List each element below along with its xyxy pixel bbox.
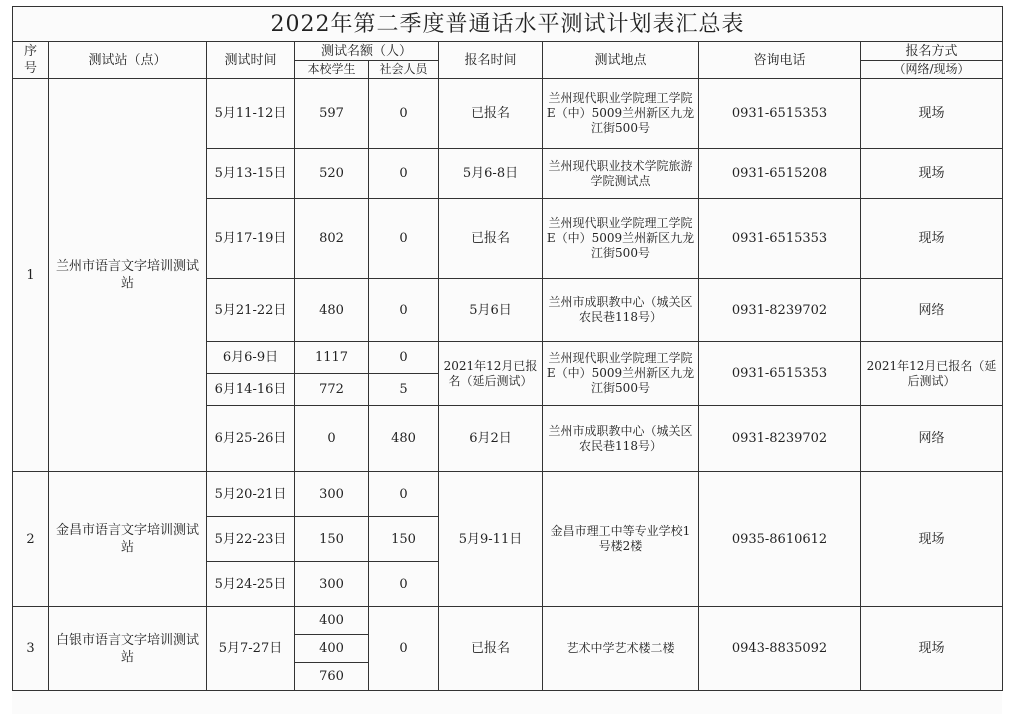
method-cell: 现场: [861, 199, 1003, 279]
time-cell: 5月20-21日: [207, 472, 295, 517]
method-cell: 现场: [861, 79, 1003, 149]
public-cell: 0: [369, 562, 439, 607]
table-row: [13, 79, 1003, 149]
header-quota: 测试名额（人）: [295, 42, 439, 61]
plan-table: [12, 6, 1003, 691]
station-cell: 白银市语言文字培训测试站: [49, 607, 207, 691]
header-reg-time: 报名时间: [439, 42, 543, 79]
reg-time-cell: 5月9-11日: [439, 472, 543, 607]
time-cell: 6月25-26日: [207, 406, 295, 472]
students-cell: 760: [295, 663, 369, 691]
students-cell: 1117: [295, 342, 369, 374]
reg-time-cell: 已报名: [439, 199, 543, 279]
students-cell: 520: [295, 149, 369, 199]
public-cell: 0: [369, 607, 439, 691]
reg-time-cell: 2021年12月已报名（延后测试）: [439, 342, 543, 406]
reg-time-cell: 5月6-8日: [439, 149, 543, 199]
method-cell: 现场: [861, 472, 1003, 607]
seq-cell: 2: [13, 472, 49, 607]
plan-sheet: [12, 6, 1002, 714]
location-cell: 兰州现代职业学院理工学院E（中）5009兰州新区九龙江街500号: [543, 79, 699, 149]
public-cell: 0: [369, 199, 439, 279]
time-cell: 5月11-12日: [207, 79, 295, 149]
header-quota-students: 本校学生: [295, 61, 369, 79]
method-cell: 现场: [861, 607, 1003, 691]
students-cell: 480: [295, 279, 369, 342]
students-cell: 0: [295, 406, 369, 472]
public-cell: 0: [369, 279, 439, 342]
location-cell: 兰州市成职教中心（城关区农民巷118号）: [543, 279, 699, 342]
method-cell: 现场: [861, 149, 1003, 199]
phone-cell: 0931-6515353: [699, 79, 861, 149]
reg-time-cell: 5月6日: [439, 279, 543, 342]
public-cell: 0: [369, 149, 439, 199]
station-cell: 兰州市语言文字培训测试站: [49, 79, 207, 472]
students-cell: 150: [295, 517, 369, 562]
time-cell: 6月14-16日: [207, 374, 295, 406]
location-cell: 兰州现代职业技术学院旅游学院测试点: [543, 149, 699, 199]
time-cell: 5月21-22日: [207, 279, 295, 342]
phone-cell: 0943-8835092: [699, 607, 861, 691]
students-cell: 802: [295, 199, 369, 279]
method-cell: 2021年12月已报名（延后测试）: [861, 342, 1003, 406]
time-cell: 5月7-27日: [207, 607, 295, 691]
header-reg-method-sub: （网络/现场）: [861, 61, 1003, 79]
header-seq: 序 号: [13, 42, 49, 79]
reg-time-cell: 已报名: [439, 607, 543, 691]
students-cell: 597: [295, 79, 369, 149]
public-cell: 0: [369, 79, 439, 149]
header-phone: 咨询电话: [699, 42, 861, 79]
students-cell: 772: [295, 374, 369, 406]
public-cell: 0: [369, 342, 439, 374]
header-location: 测试地点: [543, 42, 699, 79]
page-title: 2022年第二季度普通话水平测试计划表汇总表: [13, 7, 1003, 42]
time-cell: 5月22-23日: [207, 517, 295, 562]
public-cell: 0: [369, 472, 439, 517]
time-cell: 5月24-25日: [207, 562, 295, 607]
header-quota-public: 社会人员: [369, 61, 439, 79]
location-cell: 兰州市成职教中心（城关区农民巷118号）: [543, 406, 699, 472]
time-cell: 5月13-15日: [207, 149, 295, 199]
phone-cell: 0931-8239702: [699, 279, 861, 342]
students-cell: 400: [295, 635, 369, 663]
header-reg-method: 报名方式: [861, 42, 1003, 61]
students-cell: 300: [295, 472, 369, 517]
students-cell: 400: [295, 607, 369, 635]
time-cell: 5月17-19日: [207, 199, 295, 279]
students-cell: 300: [295, 562, 369, 607]
location-cell: 兰州现代职业学院理工学院E（中）5009兰州新区九龙江街500号: [543, 199, 699, 279]
header-station: 测试站（点）: [49, 42, 207, 79]
reg-time-cell: 6月2日: [439, 406, 543, 472]
phone-cell: 0931-6515208: [699, 149, 861, 199]
phone-cell: 0935-8610612: [699, 472, 861, 607]
location-cell: 艺术中学艺术楼二楼: [543, 607, 699, 691]
method-cell: 网络: [861, 406, 1003, 472]
phone-cell: 0931-6515353: [699, 342, 861, 406]
public-cell: 480: [369, 406, 439, 472]
public-cell: 5: [369, 374, 439, 406]
station-cell: 金昌市语言文字培训测试站: [49, 472, 207, 607]
table-row: [13, 472, 1003, 517]
method-cell: 网络: [861, 279, 1003, 342]
location-cell: 金昌市理工中等专业学校1号楼2楼: [543, 472, 699, 607]
seq-cell: 1: [13, 79, 49, 472]
reg-time-cell: 已报名: [439, 79, 543, 149]
time-cell: 6月6-9日: [207, 342, 295, 374]
table-row: [13, 607, 1003, 635]
seq-cell: 3: [13, 607, 49, 691]
public-cell: 150: [369, 517, 439, 562]
location-cell: 兰州现代职业学院理工学院E（中）5009兰州新区九龙江街500号: [543, 342, 699, 406]
phone-cell: 0931-6515353: [699, 199, 861, 279]
phone-cell: 0931-8239702: [699, 406, 861, 472]
header-time: 测试时间: [207, 42, 295, 79]
